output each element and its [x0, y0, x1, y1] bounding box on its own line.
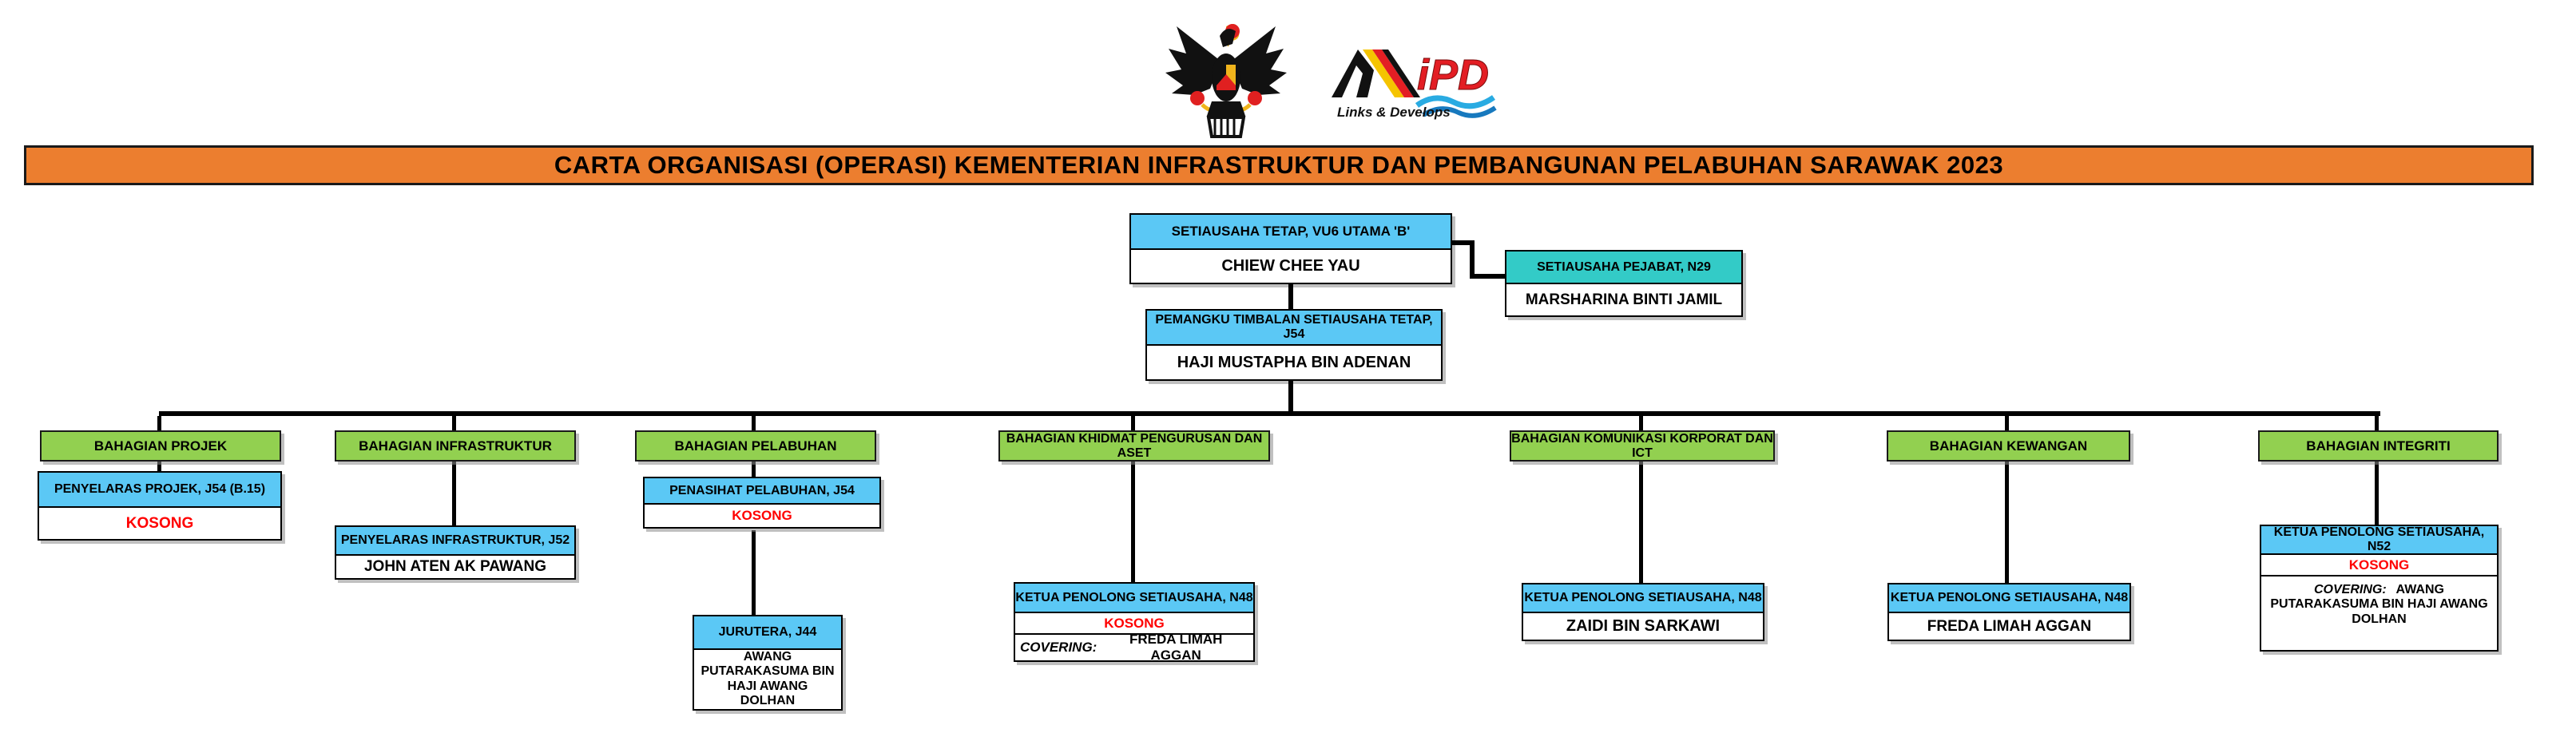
- post-holder-vacant: KOSONG: [732, 508, 792, 524]
- stub-div5: [1639, 416, 1643, 430]
- ipd-logo-icon: [1328, 32, 1503, 132]
- ipd-wordmark: iPD: [1417, 51, 1490, 99]
- box-kps-khidmat: [1014, 582, 1255, 662]
- stub-div3-jurutera: [752, 530, 756, 615]
- post-holder: MARSHARINA BINTI JAMIL: [1525, 291, 1723, 308]
- box-kps-integriti: [2260, 525, 2499, 652]
- post-title: PENYELARAS PROJEK, J54 (B.15): [39, 473, 280, 508]
- stub-div2: [452, 416, 456, 430]
- sarawak-crest-icon: [1162, 12, 1290, 141]
- box-setiausaha-tetap: [1129, 213, 1452, 284]
- chart-title: CARTA ORGANISASI (OPERASI) KEMENTERIAN INFRASTRUKTUR DAN PEMBANGUNAN PELABUHAN SARAWAK 2023: [554, 151, 2004, 179]
- stub-div6-post: [2005, 462, 2009, 583]
- division-header-projek: BAHAGIAN PROJEK: [40, 430, 281, 462]
- connector-st-sp-v: [1470, 240, 1475, 279]
- post-covering: [2261, 575, 2497, 650]
- box-penyelaras-projek: [38, 471, 282, 541]
- division-header-integriti: BAHAGIAN INTEGRITI: [2258, 430, 2499, 462]
- post-title: KETUA PENOLONG SETIAUSAHA, N48: [1015, 584, 1253, 613]
- box-penyelaras-infrastruktur: [335, 525, 576, 580]
- post-covering: [1015, 632, 1253, 663]
- post-holder: CHIEW CHEE YAU: [1221, 257, 1360, 275]
- post-title: PENYELARAS INFRASTRUKTUR, J52: [336, 527, 574, 556]
- covering-label: COVERING:: [2314, 583, 2387, 596]
- division-header-infrastruktur: BAHAGIAN INFRASTRUKTUR: [335, 430, 576, 462]
- stub-div1-post: [157, 462, 161, 471]
- division-header-kewangan: BAHAGIAN KEWANGAN: [1887, 430, 2130, 462]
- post-holder-vacant: KOSONG: [1104, 615, 1165, 631]
- post-holder: ZAIDI BIN SARKAWI: [1566, 617, 1721, 635]
- post-title: SETIAUSAHA TETAP, VU6 UTAMA 'B': [1131, 215, 1451, 250]
- stub-div3: [752, 416, 756, 430]
- stub-div2-post: [452, 462, 456, 525]
- post-holder-vacant: KOSONG: [125, 514, 194, 532]
- stub-div1: [157, 416, 161, 430]
- ipd-logo: [1328, 32, 1503, 132]
- box-kps-kewangan: [1887, 583, 2131, 641]
- stub-div4: [1131, 416, 1135, 430]
- stub-div7-post: [2375, 462, 2379, 525]
- post-title: KETUA PENOLONG SETIAUSAHA, N52: [2261, 526, 2497, 555]
- box-penasihat-pelabuhan: [643, 477, 881, 529]
- post-title: PENASIHAT PELABUHAN, J54: [645, 478, 879, 505]
- post-holder-vacant: KOSONG: [2348, 557, 2410, 573]
- post-title: JURUTERA, J44: [694, 616, 841, 650]
- box-timbalan-setiausaha: [1145, 309, 1443, 381]
- post-title: PEMANGKU TIMBALAN SETIAUSAHA TETAP, J54: [1147, 311, 1441, 346]
- post-title: SETIAUSAHA PEJABAT, N29: [1506, 252, 1741, 284]
- stub-div7: [2375, 411, 2379, 430]
- division-header-khidmat: BAHAGIAN KHIDMAT PENGURUSAN DAN ASET: [998, 430, 1270, 462]
- connector-st-timbalan: [1288, 284, 1293, 309]
- division-header-pelabuhan: BAHAGIAN PELABUHAN: [635, 430, 876, 462]
- stub-div4-post: [1131, 462, 1135, 582]
- post-holder: FREDA LIMAH AGGAN: [1927, 617, 2092, 635]
- stub-div5-post: [1639, 462, 1643, 583]
- box-jurutera: [693, 615, 843, 711]
- post-holder: HAJI MUSTAPHA BIN ADENAN: [1177, 353, 1411, 371]
- connector-main-horizontal: [159, 411, 2380, 416]
- post-title: KETUA PENOLONG SETIAUSAHA, N48: [1889, 584, 2129, 613]
- covering-name: FREDA LIMAH AGGAN: [1129, 632, 1223, 663]
- title-banner: [24, 145, 2534, 185]
- connector-st-sp-h2: [1470, 274, 1505, 279]
- division-header-komunikasi: BAHAGIAN KOMUNIKASI KORPORAT DAN ICT: [1510, 430, 1775, 462]
- box-setiausaha-pejabat: [1505, 250, 1743, 317]
- stub-div3-post: [752, 462, 756, 477]
- covering-name: AWANG PUTARAKASUMA BIN HAJI AWANG DOLHAN: [2270, 583, 2488, 626]
- box-kps-komunikasi: [1522, 583, 1764, 641]
- stub-div6: [2005, 416, 2009, 430]
- post-holder: JOHN ATEN AK PAWANG: [363, 558, 546, 576]
- post-title: KETUA PENOLONG SETIAUSAHA, N48: [1523, 584, 1763, 613]
- ipd-tagline: Links & Develops: [1337, 105, 1451, 120]
- covering-label: COVERING:: [1020, 640, 1097, 656]
- post-holder: AWANG PUTARAKASUMA BIN HAJI AWANG DOLHAN: [701, 650, 835, 708]
- sarawak-crest-logo: [1162, 12, 1290, 141]
